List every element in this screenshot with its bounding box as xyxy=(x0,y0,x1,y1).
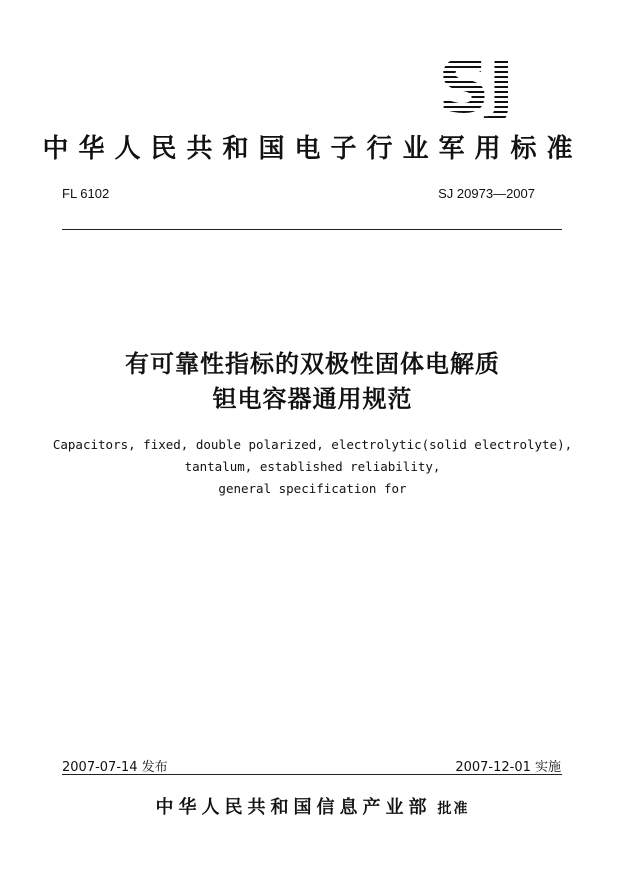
english-title-line-1: Capacitors, fixed, double polarized, electrolytic(solid electrolyte), xyxy=(52,437,573,452)
english-title-line-3: general specification for xyxy=(218,481,407,496)
english-title-line-2: tantalum, established reliability, xyxy=(184,459,441,474)
standard-number: SJ 20973—2007 xyxy=(438,186,535,201)
header-divider xyxy=(62,229,562,230)
implementation-date: 2007-12-01 实施 xyxy=(455,760,561,775)
sj-logo: SJ xyxy=(438,56,538,118)
issue-date: 2007-07-14 发布 xyxy=(62,760,168,775)
approver-name: 中华人民共和国信息产业部 xyxy=(155,797,432,818)
approve-label: 批准 xyxy=(437,801,470,817)
approving-authority xyxy=(0,793,625,819)
chinese-title-line-2: 钽电容器通用规范 xyxy=(212,385,413,413)
standard-title: 中华人民共和国电子行业军用标准 xyxy=(42,134,583,164)
chinese-title-line-1: 有可靠性指标的双极性固体电解质 xyxy=(125,350,500,378)
classification-code: FL 6102 xyxy=(62,186,110,201)
footer-divider xyxy=(62,774,562,775)
